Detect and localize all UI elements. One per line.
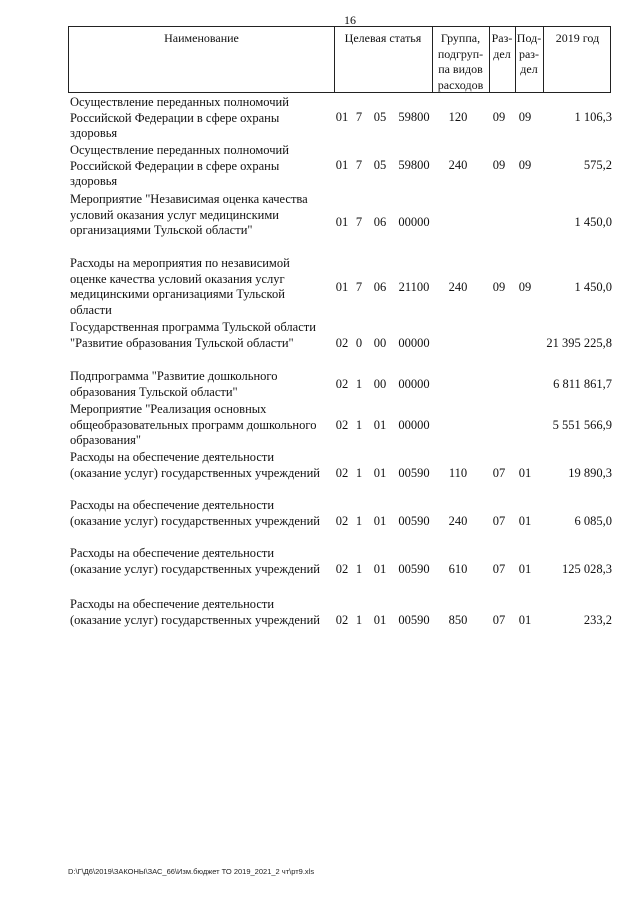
- section: 09: [492, 158, 506, 172]
- code-event: 06: [373, 215, 387, 229]
- amount-2019: 19 890,3: [568, 466, 612, 480]
- code-program: 01: [335, 280, 349, 294]
- code-event: 01: [373, 613, 387, 627]
- code-direction: 00000: [398, 215, 430, 229]
- code-direction: 00590: [398, 562, 430, 576]
- subsection: 09: [518, 280, 532, 294]
- header-target-article: Целевая статья: [344, 31, 422, 45]
- code-event: 01: [373, 418, 387, 432]
- amount-2019: 1 450,0: [574, 280, 612, 294]
- code-program: 02: [335, 562, 349, 576]
- header-group: Группа, подгруп- па видов расходов: [437, 31, 484, 92]
- subsection: 01: [518, 514, 532, 528]
- code-program: 02: [335, 466, 349, 480]
- code-subprogram: 0: [355, 336, 363, 350]
- expense-group: 240: [448, 280, 468, 294]
- code-event: 00: [373, 336, 387, 350]
- subsection: 01: [518, 613, 532, 627]
- code-direction: 59800: [398, 110, 430, 124]
- amount-2019: 6 085,0: [574, 514, 612, 528]
- code-event: 05: [373, 158, 387, 172]
- subsection: 09: [518, 158, 532, 172]
- amount-2019: 5 551 566,9: [552, 418, 612, 432]
- row-name: Расходы на обеспечение деятельности (оказание услуг) государственных учреждений: [70, 597, 320, 627]
- amount-2019: 6 811 861,7: [553, 377, 612, 391]
- row-name: Расходы на обеспечение деятельности (оказание услуг) государственных учреждений: [70, 546, 320, 576]
- code-direction: 00000: [398, 377, 430, 391]
- row-name: Государственная программа Тульской области "Развитие образования Тульской области": [70, 320, 316, 350]
- code-subprogram: 7: [355, 280, 363, 294]
- subsection: 01: [518, 466, 532, 480]
- expense-group: 120: [448, 110, 468, 124]
- code-subprogram: 1: [355, 613, 363, 627]
- code-subprogram: 1: [355, 514, 363, 528]
- code-subprogram: 1: [355, 418, 363, 432]
- row-name: Осуществление переданных полномочий Российской Федерации в сфере охраны здоровья: [70, 95, 289, 140]
- section: 07: [492, 613, 506, 627]
- row-name: Расходы на мероприятия по независимой оценке качества условий оказания услуг медицинскими организациями Тульской области: [70, 256, 290, 317]
- code-direction: 59800: [398, 158, 430, 172]
- section: 09: [492, 110, 506, 124]
- expense-group: 850: [448, 613, 468, 627]
- amount-2019: 575,2: [583, 158, 612, 172]
- code-program: 02: [335, 514, 349, 528]
- code-event: 00: [373, 377, 387, 391]
- code-program: 01: [335, 158, 349, 172]
- table-header: [68, 26, 611, 93]
- row-name: Осуществление переданных полномочий Российской Федерации в сфере охраны здоровья: [70, 143, 289, 188]
- amount-2019: 233,2: [583, 613, 612, 627]
- code-direction: 00000: [398, 418, 430, 432]
- code-subprogram: 7: [355, 158, 363, 172]
- header-year: 2019 год: [555, 31, 600, 45]
- code-direction: 00590: [398, 514, 430, 528]
- row-name: Мероприятие "Независимая оценка качества условий оказания услуг медицинскими организациями Тульской области": [70, 192, 308, 237]
- code-program: 02: [335, 613, 349, 627]
- section: 07: [492, 466, 506, 480]
- code-subprogram: 1: [355, 562, 363, 576]
- amount-2019: 21 395 225,8: [546, 336, 612, 350]
- file-path-footer: D:\Г\Д6\2019\ЗАКОНЫ\ЗАС_66\Изм.бюджет ТО 2019_2021_2 чт\рт9.xls: [68, 867, 315, 876]
- row-name: Расходы на обеспечение деятельности (оказание услуг) государственных учреждений: [70, 450, 320, 480]
- code-direction: 00590: [398, 613, 430, 627]
- code-program: 02: [335, 336, 349, 350]
- amount-2019: 1 450,0: [574, 215, 612, 229]
- subsection: 01: [518, 562, 532, 576]
- code-event: 01: [373, 466, 387, 480]
- code-program: 01: [335, 110, 349, 124]
- code-direction: 00000: [398, 336, 430, 350]
- code-subprogram: 1: [355, 377, 363, 391]
- section: 09: [492, 280, 506, 294]
- row-name: Подпрограмма "Развитие дошкольного образования Тульской области": [70, 369, 278, 399]
- page-number: 16: [344, 13, 356, 27]
- section: 07: [492, 514, 506, 528]
- section: 07: [492, 562, 506, 576]
- code-subprogram: 7: [355, 110, 363, 124]
- expense-group: 240: [448, 158, 468, 172]
- expense-group: 240: [448, 514, 468, 528]
- code-subprogram: 7: [355, 215, 363, 229]
- subsection: 09: [518, 110, 532, 124]
- code-event: 06: [373, 280, 387, 294]
- code-event: 05: [373, 110, 387, 124]
- expense-group: 610: [448, 562, 468, 576]
- code-program: 02: [335, 418, 349, 432]
- code-direction: 00590: [398, 466, 430, 480]
- header-name: Наименование: [164, 31, 239, 45]
- header-subsection: Под- раз- дел: [516, 31, 542, 76]
- code-event: 01: [373, 562, 387, 576]
- row-name: Мероприятие "Реализация основных общеобразовательных программ дошкольного образования": [70, 402, 317, 447]
- code-program: 02: [335, 377, 349, 391]
- header-section: Раз- дел: [491, 31, 513, 61]
- amount-2019: 125 028,3: [562, 562, 612, 576]
- row-name: Расходы на обеспечение деятельности (оказание услуг) государственных учреждений: [70, 498, 320, 528]
- code-direction: 21100: [398, 280, 430, 294]
- amount-2019: 1 106,3: [574, 110, 612, 124]
- code-subprogram: 1: [355, 466, 363, 480]
- code-program: 01: [335, 215, 349, 229]
- expense-group: 110: [448, 466, 468, 480]
- code-event: 01: [373, 514, 387, 528]
